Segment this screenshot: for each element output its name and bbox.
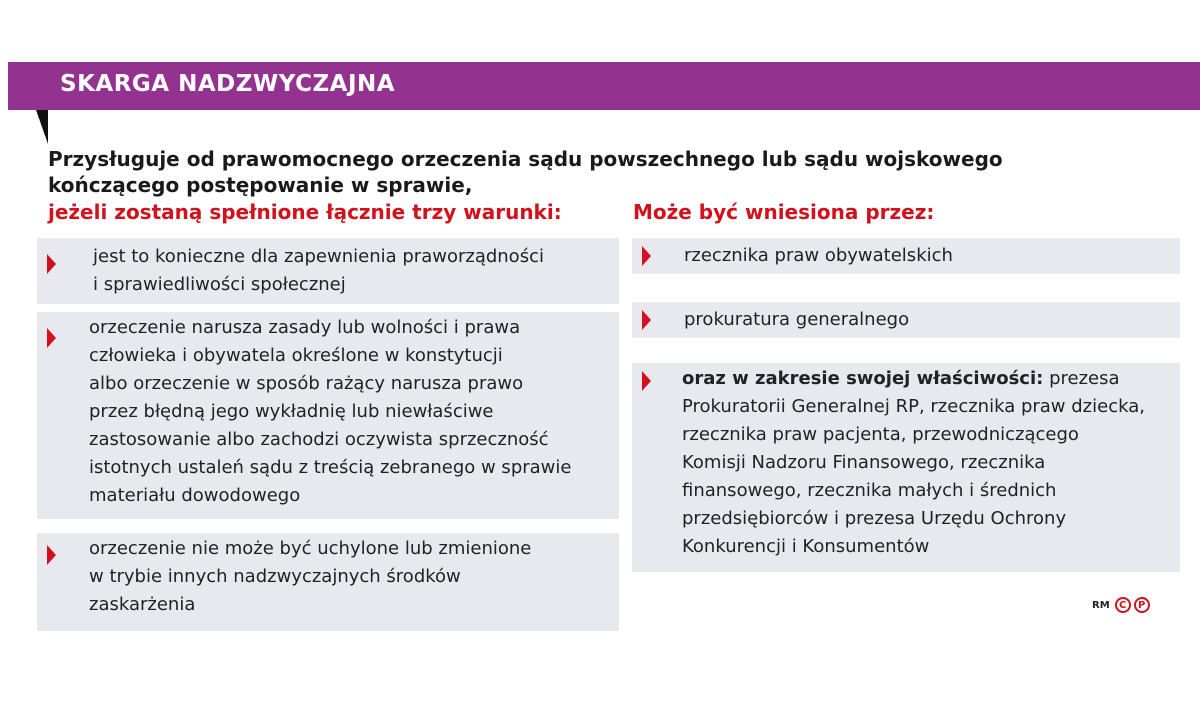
page-title: SKARGA NADZWYCZAJNA xyxy=(60,71,396,97)
filer-text: prokuratura generalnego xyxy=(684,309,910,330)
condition-text: orzeczenie nie może być uchylone lub zmienione w trybie innych nadzwyczajnych środków zaskarżenia xyxy=(89,538,532,615)
condition-box-3 xyxy=(37,533,619,631)
lead-line-2: kończącego postępowanie w sprawie, xyxy=(48,173,473,197)
lead-text xyxy=(48,146,1148,198)
filer-text: oraz w zakresie swojej właściwości: prezesa Prokuratorii Generalnej RP, rzecznika praw dziecka, rzecznika praw pacjenta, przewodniczącego Komisji Nadzoru Finansowego, rzecznika finansowego, rzecznika małych i średnich przedsiębiorców i prezesa Urzędu Ochrony Konkurencji i Konsumentów xyxy=(682,368,1145,557)
condition-box-1 xyxy=(37,238,619,304)
conditions-heading: jeżeli zostaną spełnione łącznie trzy warunki: xyxy=(48,200,562,224)
red-triangle-icon xyxy=(47,254,56,274)
credit-rm: RM xyxy=(1092,599,1110,611)
red-triangle-icon xyxy=(642,310,651,330)
filer-box-1 xyxy=(632,238,1180,274)
filer-box-3 xyxy=(632,363,1180,572)
condition-box-2 xyxy=(37,312,619,519)
red-triangle-icon xyxy=(642,246,651,266)
banner-corner-tab xyxy=(36,110,48,144)
red-triangle-icon xyxy=(47,545,56,565)
lead-line-1: Przysługuje od prawomocnego orzeczenia sądu powszechnego lub sądu wojskowego xyxy=(48,147,1003,171)
filer-bold-lead: oraz w zakresie swojej właściwości: xyxy=(682,368,1044,389)
credit-logo xyxy=(1092,596,1150,614)
condition-text: jest to konieczne dla zapewnienia praworządności i sprawiedliwości społecznej xyxy=(93,246,544,295)
title-banner xyxy=(8,62,1200,110)
copyright-icon: C xyxy=(1115,597,1131,613)
red-triangle-icon xyxy=(47,328,56,348)
filer-box-2 xyxy=(632,302,1180,338)
filer-text: rzecznika praw obywatelskich xyxy=(684,245,953,266)
publisher-icon: P xyxy=(1134,597,1150,613)
filers-heading: Może być wniesiona przez: xyxy=(633,200,935,224)
red-triangle-icon xyxy=(642,371,651,391)
condition-text: orzeczenie narusza zasady lub wolności i prawa człowieka i obywatela określone w konstytucji albo orzeczenie w sposób rażący narusza prawo przez błędną jego wykładnię lub niewłaściwe zastosowanie albo zachodzi oczywista sprzeczność istotnych ustaleń sądu z treścią zebranego w sprawie materiału dowodowego xyxy=(89,317,572,506)
